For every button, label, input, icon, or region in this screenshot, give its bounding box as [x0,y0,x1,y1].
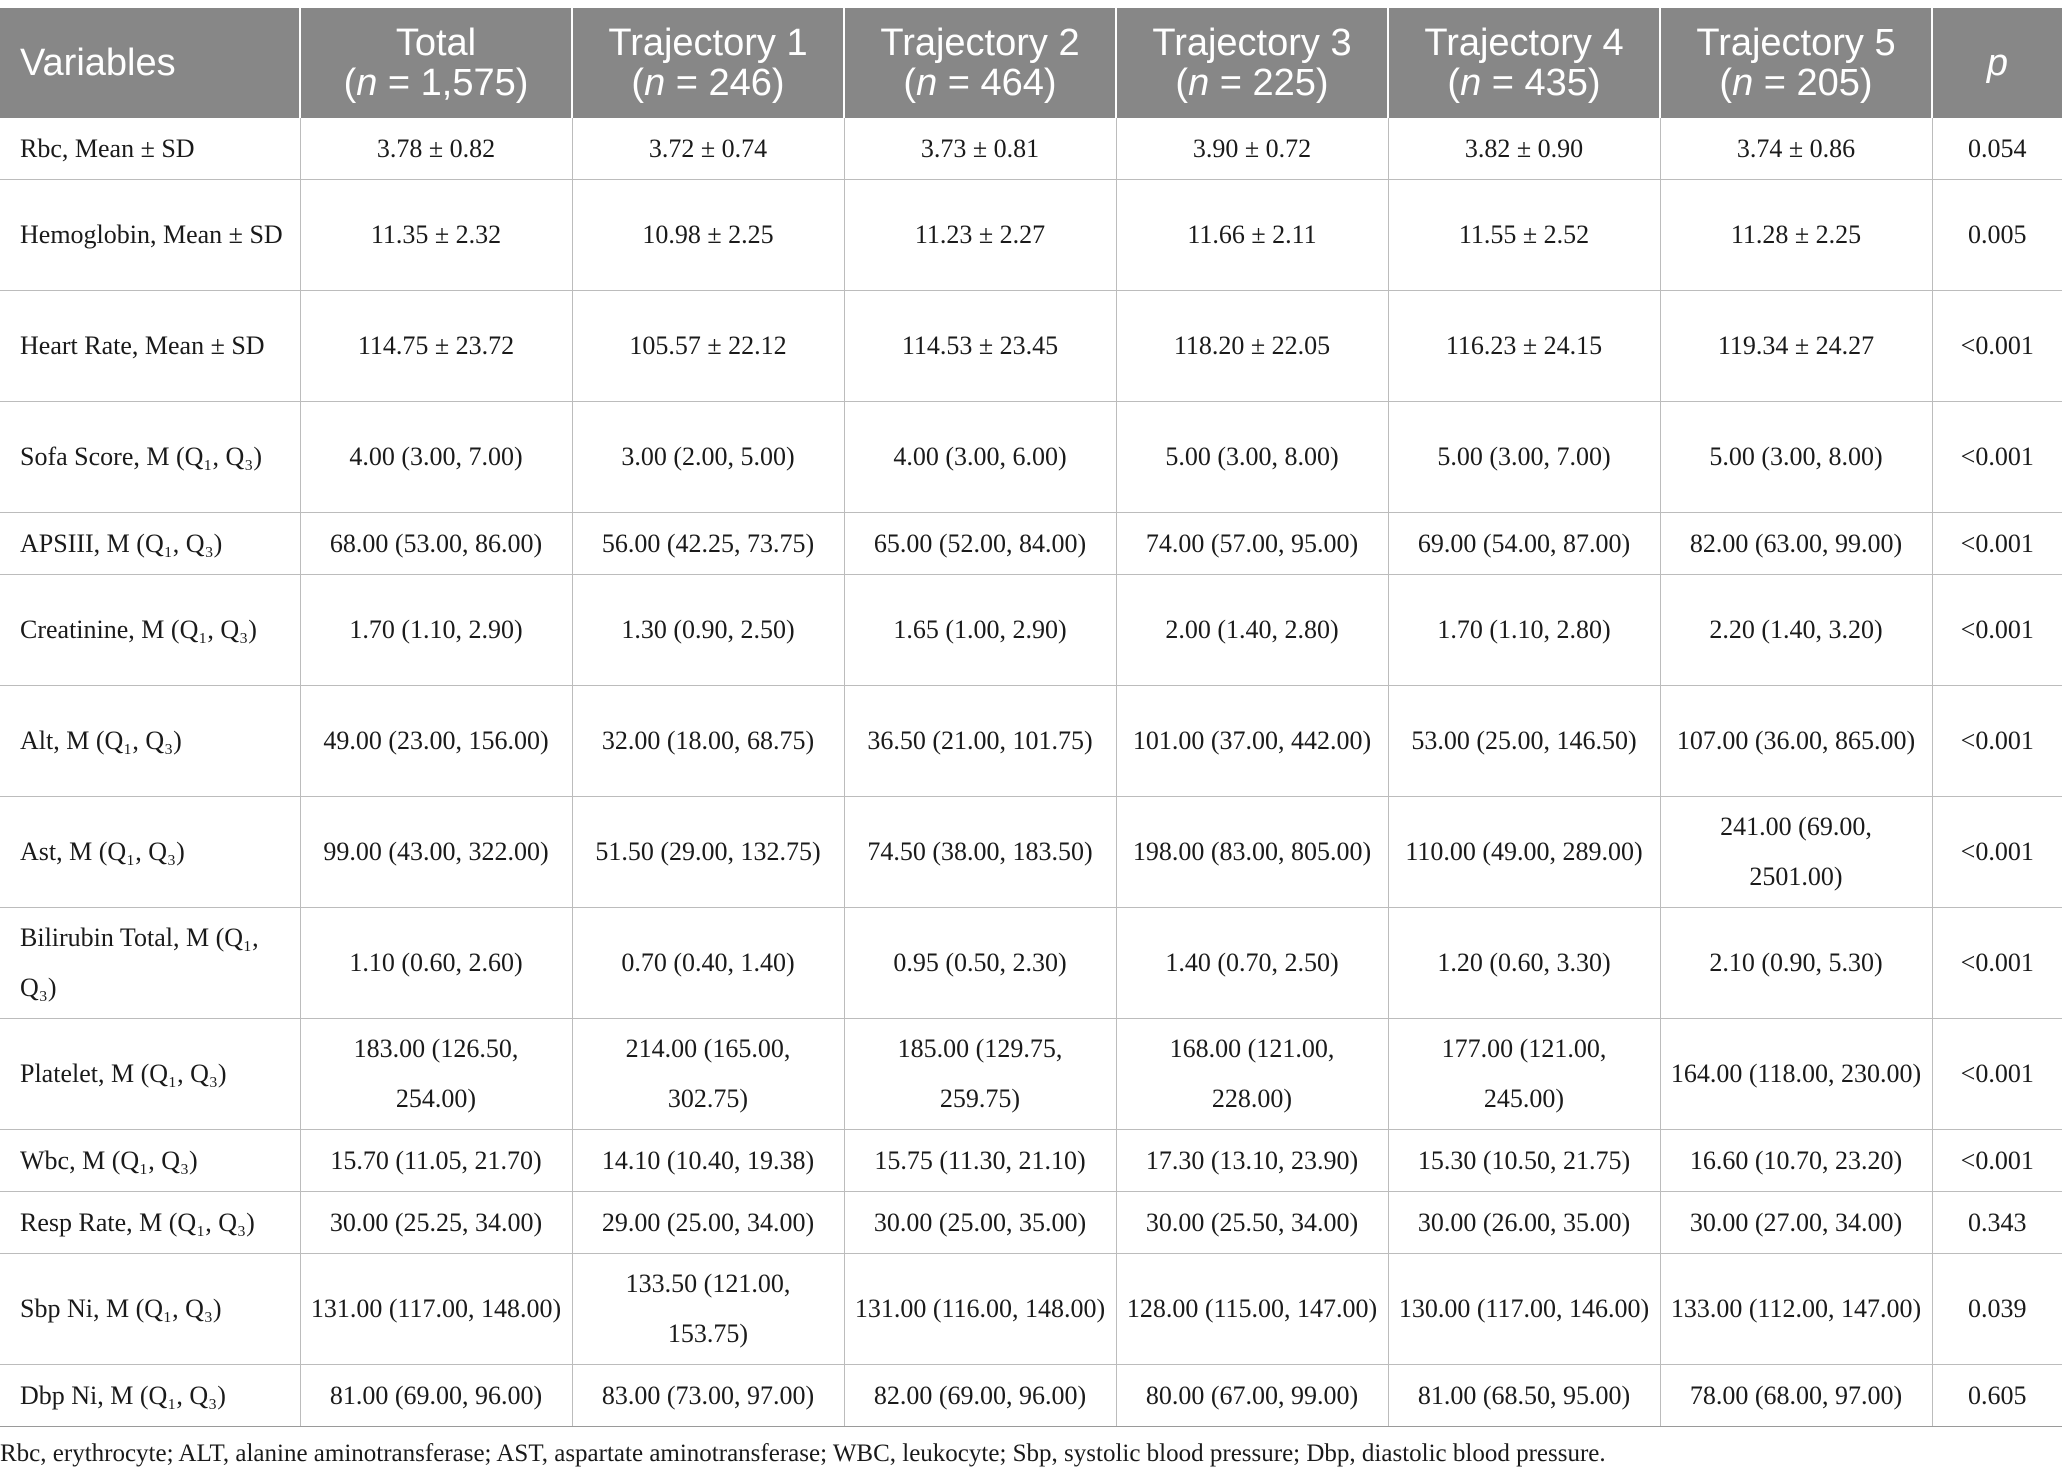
cell-trajectory-4: 1.20 (0.60, 3.30) [1388,908,1660,1019]
cell-trajectory-1: 14.10 (10.40, 19.38) [572,1130,844,1192]
cell-trajectory-5: 78.00 (68.00, 97.00) [1660,1365,1932,1427]
header-trajectory-2: Trajectory 2 (n = 464) [844,8,1116,118]
cell-p-value: <0.001 [1932,402,2062,513]
cell-p-value: 0.054 [1932,118,2062,180]
header-variables: Variables [0,8,300,118]
cell-trajectory-3: 11.66 ± 2.11 [1116,180,1388,291]
cell-trajectory-1: 0.70 (0.40, 1.40) [572,908,844,1019]
cell-trajectory-4: 177.00 (121.00, 245.00) [1388,1019,1660,1130]
table-row [0,1192,2062,1254]
header-trajectory-5: Trajectory 5 (n = 205) [1660,8,1932,118]
cell-trajectory-2: 15.75 (11.30, 21.10) [844,1130,1116,1192]
table-row [0,513,2062,575]
cell-variable: Sofa Score, M (Q₁, Q₃) [0,402,300,513]
cell-trajectory-2: 36.50 (21.00, 101.75) [844,686,1116,797]
cell-variable: Sbp Ni, M (Q₁, Q₃) [0,1254,300,1365]
cell-total: 3.78 ± 0.82 [300,118,572,180]
cell-trajectory-1: 3.00 (2.00, 5.00) [572,402,844,513]
cell-trajectory-3: 74.00 (57.00, 95.00) [1116,513,1388,575]
cell-total: 30.00 (25.25, 34.00) [300,1192,572,1254]
cell-trajectory-3: 3.90 ± 0.72 [1116,118,1388,180]
cell-trajectory-2: 11.23 ± 2.27 [844,180,1116,291]
cell-trajectory-1: 32.00 (18.00, 68.75) [572,686,844,797]
cell-trajectory-2: 30.00 (25.00, 35.00) [844,1192,1116,1254]
cell-p-value: <0.001 [1932,686,2062,797]
cell-trajectory-4: 3.82 ± 0.90 [1388,118,1660,180]
cell-variable: Resp Rate, M (Q₁, Q₃) [0,1192,300,1254]
cell-trajectory-2: 4.00 (3.00, 6.00) [844,402,1116,513]
cell-trajectory-1: 1.30 (0.90, 2.50) [572,575,844,686]
cell-trajectory-2: 3.73 ± 0.81 [844,118,1116,180]
cell-p-value: <0.001 [1932,291,2062,402]
table-row [0,1254,2062,1365]
cell-trajectory-5: 11.28 ± 2.25 [1660,180,1932,291]
cell-trajectory-4: 1.70 (1.10, 2.80) [1388,575,1660,686]
header-trajectory-3: Trajectory 3 (n = 225) [1116,8,1388,118]
cell-trajectory-5: 241.00 (69.00, 2501.00) [1660,797,1932,908]
cell-trajectory-2: 114.53 ± 23.45 [844,291,1116,402]
cell-p-value: <0.001 [1932,797,2062,908]
cell-trajectory-5: 16.60 (10.70, 23.20) [1660,1130,1932,1192]
cell-trajectory-1: 133.50 (121.00, 153.75) [572,1254,844,1365]
cell-trajectory-3: 128.00 (115.00, 147.00) [1116,1254,1388,1365]
cell-variable: Dbp Ni, M (Q₁, Q₃) [0,1365,300,1427]
cell-trajectory-1: 29.00 (25.00, 34.00) [572,1192,844,1254]
table-row [0,686,2062,797]
cell-p-value: <0.001 [1932,1130,2062,1192]
cell-trajectory-1: 10.98 ± 2.25 [572,180,844,291]
cell-total: 81.00 (69.00, 96.00) [300,1365,572,1427]
cell-trajectory-4: 130.00 (117.00, 146.00) [1388,1254,1660,1365]
cell-variable: Platelet, M (Q₁, Q₃) [0,1019,300,1130]
cell-total: 1.70 (1.10, 2.90) [300,575,572,686]
cell-trajectory-4: 110.00 (49.00, 289.00) [1388,797,1660,908]
table-body [0,118,2062,1427]
cell-trajectory-4: 81.00 (68.50, 95.00) [1388,1365,1660,1427]
cell-trajectory-1: 51.50 (29.00, 132.75) [572,797,844,908]
cell-trajectory-3: 198.00 (83.00, 805.00) [1116,797,1388,908]
cell-trajectory-3: 17.30 (13.10, 23.90) [1116,1130,1388,1192]
cell-trajectory-1: 83.00 (73.00, 97.00) [572,1365,844,1427]
cell-trajectory-4: 15.30 (10.50, 21.75) [1388,1130,1660,1192]
cell-variable: Heart Rate, Mean ± SD [0,291,300,402]
cell-total: 183.00 (126.50, 254.00) [300,1019,572,1130]
cell-trajectory-5: 164.00 (118.00, 230.00) [1660,1019,1932,1130]
cell-variable: Wbc, M (Q₁, Q₃) [0,1130,300,1192]
cell-trajectory-4: 30.00 (26.00, 35.00) [1388,1192,1660,1254]
cell-trajectory-5: 133.00 (112.00, 147.00) [1660,1254,1932,1365]
cell-trajectory-2: 82.00 (69.00, 96.00) [844,1365,1116,1427]
footnote: Rbc, erythrocyte; ALT, alanine aminotransferase; AST, aspartate aminotransferase; WBC, leukocyte; Sbp, systolic blood pressure; Dbp, diastolic blood pressure. [0,1440,1606,1467]
cell-trajectory-5: 5.00 (3.00, 8.00) [1660,402,1932,513]
header-row [0,8,2062,118]
cell-trajectory-2: 1.65 (1.00, 2.90) [844,575,1116,686]
cell-trajectory-3: 101.00 (37.00, 442.00) [1116,686,1388,797]
cell-trajectory-1: 56.00 (42.25, 73.75) [572,513,844,575]
cell-p-value: <0.001 [1932,908,2062,1019]
cell-trajectory-5: 30.00 (27.00, 34.00) [1660,1192,1932,1254]
table-row [0,180,2062,291]
table-row [0,1130,2062,1192]
cell-total: 99.00 (43.00, 322.00) [300,797,572,908]
header-trajectory-4: Trajectory 4 (n = 435) [1388,8,1660,118]
table-row [0,118,2062,180]
cell-variable: Bilirubin Total, M (Q₁, Q₃) [0,908,300,1019]
cell-trajectory-4: 11.55 ± 2.52 [1388,180,1660,291]
cell-p-value: 0.605 [1932,1365,2062,1427]
cell-total: 131.00 (117.00, 148.00) [300,1254,572,1365]
cell-variable: Hemoglobin, Mean ± SD [0,180,300,291]
cell-trajectory-4: 53.00 (25.00, 146.50) [1388,686,1660,797]
cell-trajectory-1: 105.57 ± 22.12 [572,291,844,402]
cell-trajectory-3: 5.00 (3.00, 8.00) [1116,402,1388,513]
cell-total: 1.10 (0.60, 2.60) [300,908,572,1019]
cell-trajectory-3: 80.00 (67.00, 99.00) [1116,1365,1388,1427]
cell-variable: Rbc, Mean ± SD [0,118,300,180]
cell-trajectory-3: 2.00 (1.40, 2.80) [1116,575,1388,686]
cell-variable: Alt, M (Q₁, Q₃) [0,686,300,797]
table-row [0,797,2062,908]
cell-p-value: <0.001 [1932,513,2062,575]
cell-trajectory-2: 74.50 (38.00, 183.50) [844,797,1116,908]
cell-total: 49.00 (23.00, 156.00) [300,686,572,797]
cell-trajectory-2: 131.00 (116.00, 148.00) [844,1254,1116,1365]
cell-trajectory-5: 2.20 (1.40, 3.20) [1660,575,1932,686]
cell-trajectory-4: 5.00 (3.00, 7.00) [1388,402,1660,513]
cell-total: 4.00 (3.00, 7.00) [300,402,572,513]
table-row [0,1019,2062,1130]
header-p-value: p [1932,8,2062,118]
cell-trajectory-3: 118.20 ± 22.05 [1116,291,1388,402]
cell-p-value: 0.005 [1932,180,2062,291]
results-table [0,8,2062,1427]
cell-variable: Ast, M (Q₁, Q₃) [0,797,300,908]
cell-trajectory-4: 116.23 ± 24.15 [1388,291,1660,402]
cell-total: 114.75 ± 23.72 [300,291,572,402]
header-total: Total (n = 1,575) [300,8,572,118]
table-row [0,575,2062,686]
cell-trajectory-1: 3.72 ± 0.74 [572,118,844,180]
table-row [0,291,2062,402]
cell-trajectory-2: 0.95 (0.50, 2.30) [844,908,1116,1019]
cell-trajectory-2: 185.00 (129.75, 259.75) [844,1019,1116,1130]
table-row [0,908,2062,1019]
cell-total: 15.70 (11.05, 21.70) [300,1130,572,1192]
cell-p-value: 0.343 [1932,1192,2062,1254]
table-row [0,402,2062,513]
cell-total: 11.35 ± 2.32 [300,180,572,291]
cell-trajectory-3: 30.00 (25.50, 34.00) [1116,1192,1388,1254]
cell-trajectory-5: 119.34 ± 24.27 [1660,291,1932,402]
cell-trajectory-2: 65.00 (52.00, 84.00) [844,513,1116,575]
cell-variable: Creatinine, M (Q₁, Q₃) [0,575,300,686]
cell-p-value: 0.039 [1932,1254,2062,1365]
cell-p-value: <0.001 [1932,1019,2062,1130]
cell-total: 68.00 (53.00, 86.00) [300,513,572,575]
cell-trajectory-5: 2.10 (0.90, 5.30) [1660,908,1932,1019]
table-row [0,1365,2062,1427]
cell-trajectory-5: 82.00 (63.00, 99.00) [1660,513,1932,575]
header-trajectory-1: Trajectory 1 (n = 246) [572,8,844,118]
cell-trajectory-5: 107.00 (36.00, 865.00) [1660,686,1932,797]
cell-p-value: <0.001 [1932,575,2062,686]
cell-trajectory-3: 168.00 (121.00, 228.00) [1116,1019,1388,1130]
cell-trajectory-3: 1.40 (0.70, 2.50) [1116,908,1388,1019]
cell-variable: APSIII, M (Q₁, Q₃) [0,513,300,575]
cell-trajectory-5: 3.74 ± 0.86 [1660,118,1932,180]
cell-trajectory-1: 214.00 (165.00, 302.75) [572,1019,844,1130]
cell-trajectory-4: 69.00 (54.00, 87.00) [1388,513,1660,575]
